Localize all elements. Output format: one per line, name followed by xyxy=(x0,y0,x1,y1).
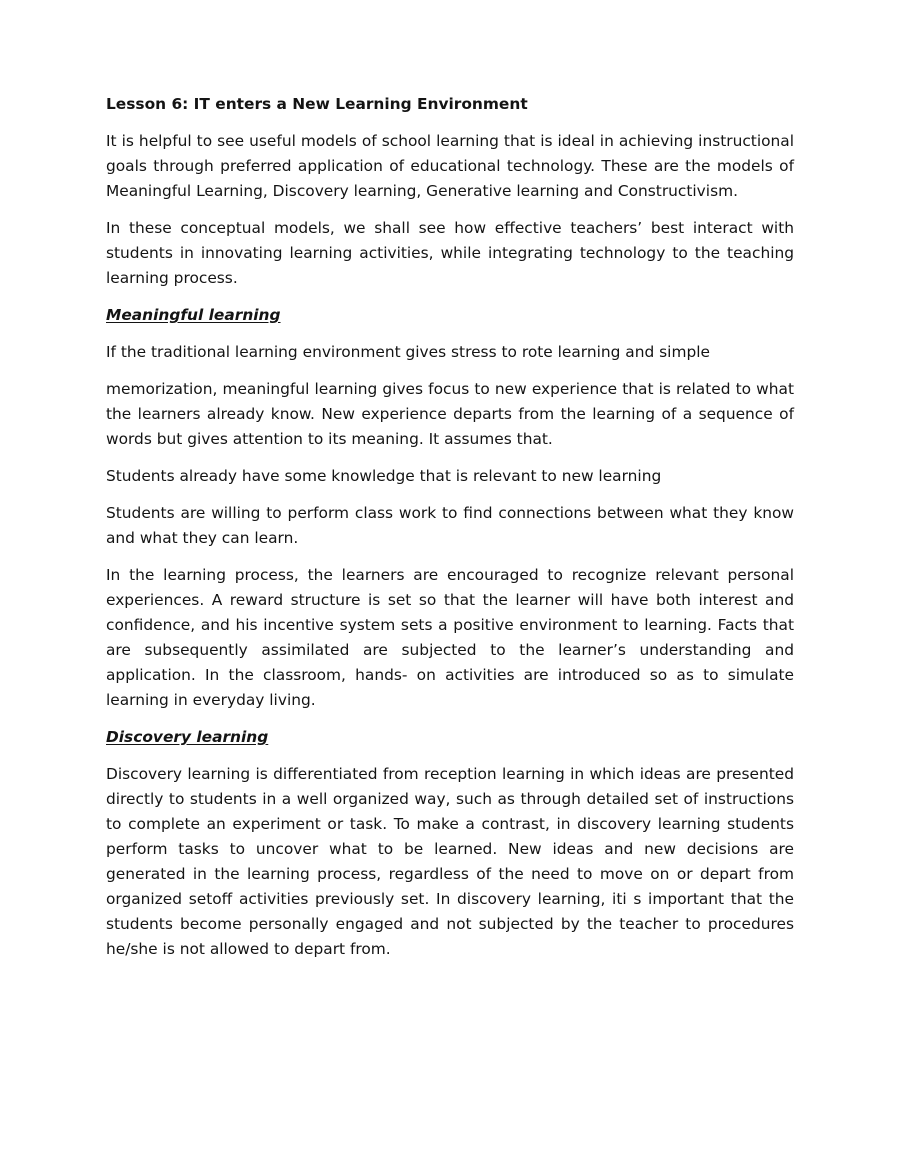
meaningful-paragraph-1: If the traditional learning environment gives stress to rote learning and simple xyxy=(106,343,710,361)
intro-paragraph-2: In these conceptual models, we shall see how effective teachers’ best interact with students in innovating learning activities, while integrating technology to the teaching learning process. xyxy=(106,219,794,287)
intro-paragraph-1: It is helpful to see useful models of school learning that is ideal in achieving instructional goals through preferred application of educational technology. These are the models of Meaningful Learning, Discovery learning, Generative learning and Constructivism. xyxy=(106,132,794,200)
meaningful-paragraph-4: Students are willing to perform class work to find connections between what they know and what they can learn. xyxy=(106,504,794,547)
document-page xyxy=(106,92,794,974)
meaningful-learning-heading: Meaningful learning xyxy=(106,306,281,324)
meaningful-paragraph-3: Students already have some knowledge that is relevant to new learning xyxy=(106,467,662,485)
lesson-title: Lesson 6: IT enters a New Learning Environment xyxy=(106,95,528,113)
meaningful-paragraph-5: In the learning process, the learners are encouraged to recognize relevant personal experiences. A reward structure is set so that the learner will have both interest and confidence, and his incentive system sets a positive environment to learning. Facts that are subsequently assimilated are subjected to the learner’s understanding and application. In the classroom, hands- on activities are introduced so as to simulate learning in everyday living. xyxy=(106,566,794,709)
discovery-paragraph-1: Discovery learning is differentiated from reception learning in which ideas are presented directly to students in a well organized way, such as through detailed set of instructions to complete an experiment or task. To make a contrast, in discovery learning students perform tasks to uncover what to be learned. New ideas and new decisions are generated in the learning process, regardless of the need to move on or depart from organized setoff activities previously set. In discovery learning, iti s important that the students become personally engaged and not subjected by the teacher to procedures he/she is not allowed to depart from. xyxy=(106,765,794,958)
discovery-learning-heading: Discovery learning xyxy=(106,728,269,746)
meaningful-paragraph-2: memorization, meaningful learning gives focus to new experience that is related to what the learners already know. New experience departs from the learning of a sequence of words but gives attention to its meaning. It assumes that. xyxy=(106,380,794,448)
